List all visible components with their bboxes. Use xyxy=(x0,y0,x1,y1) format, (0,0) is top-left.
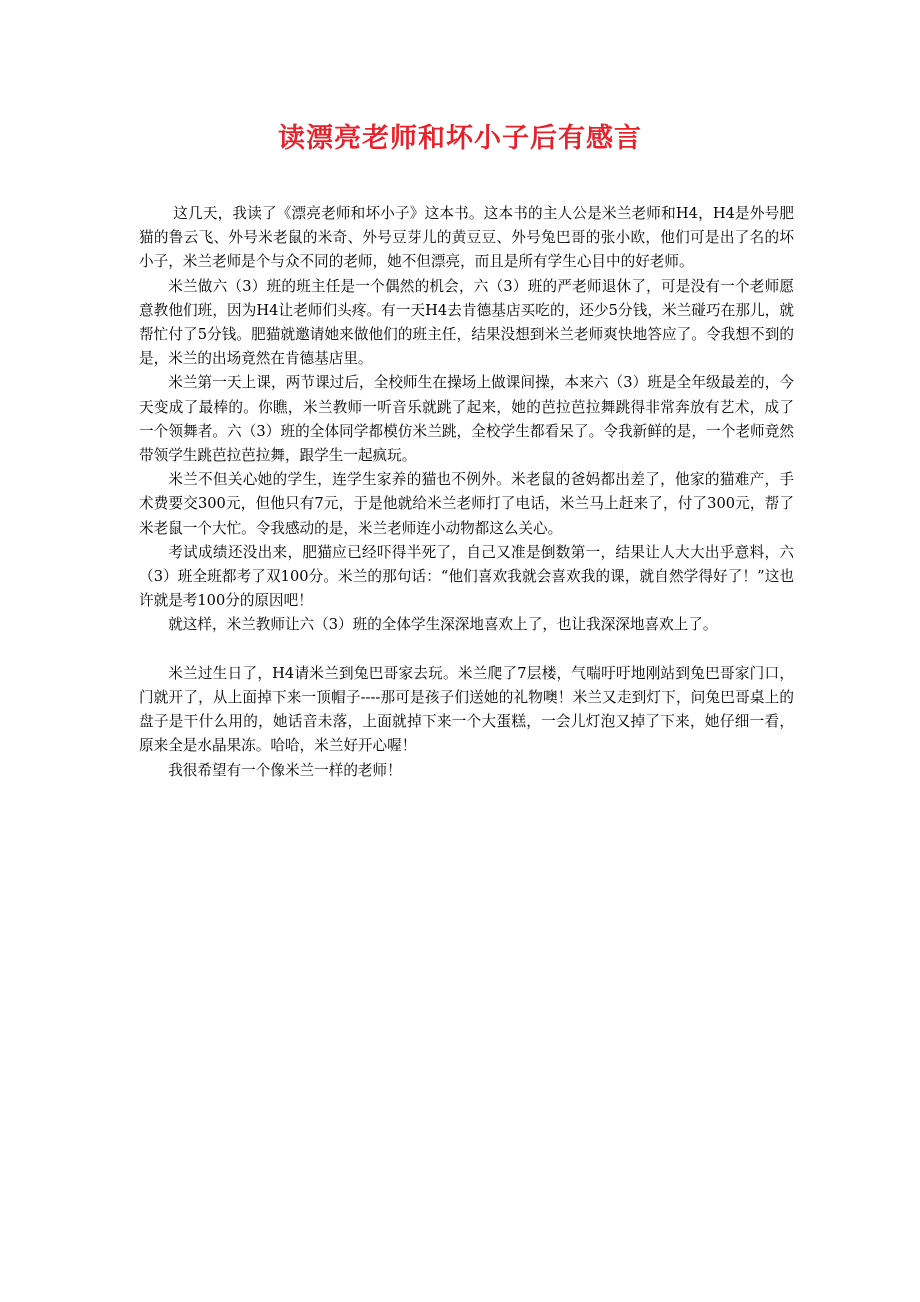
document-body xyxy=(139,202,794,783)
paragraph-exam: 考试成绩还没出来，肥猫应已经吓得半死了，自己又准是倒数第一，结果让人大大出乎意料，六（3）班全班都考了双100分。米兰的那句话：“他们喜欢我就会喜欢我的课，就自然学得好了！”这也许就是考100分的原因吧！ xyxy=(139,543,794,610)
blank-line xyxy=(139,638,794,662)
paragraph-wish: 我很希望有一个像米兰一样的老师！ xyxy=(168,761,402,779)
paragraph-conclusion: 就这样，米兰教师让六（3）班的全体学生深深地喜欢上了，也让我深深地喜欢上了。 xyxy=(168,616,718,634)
paragraph-birthday: 米兰过生日了，H4请米兰到兔巴哥家去玩。米兰爬了7层楼，气喘吁吁地刚站到兔巴哥家门口，门就开了，从上面掉下来一顶帽子----那可是孩子们送她的礼物噢！米兰又走到灯下，问兔巴哥桌上的盘子是干什么用的，她话音未落，上面就掉下来一个大蛋糕，一会儿灯泡又掉了下来，她仔细一看，原来全是水晶果冻。哈哈，米兰好开心喔！ xyxy=(139,664,794,755)
document-title: 读漂亮老师和坏小子后有感言 xyxy=(278,123,642,154)
paragraph-first-day: 米兰第一天上课，两节课过后，全校师生在操场上做课间操，本来六（3）班是全年级最差的，今天变成了最棒的。你瞧，米兰教师一听音乐就跳了起来，她的芭拉芭拉舞跳得非常奔放有艺术，成了一个领舞者。六（3）班的全体同学都模仿米兰跳，全校学生都看呆了。令我新鲜的是，一个老师竟然带领学生跳芭拉芭拉舞，跟学生一起疯玩。 xyxy=(139,374,794,465)
paragraph-cat: 米兰不但关心她的学生，连学生家养的猫也不例外。米老鼠的爸妈都出差了，他家的猫难产，手术费要交300元，但他只有7元，于是他就给米兰老师打了电话，米兰马上赶来了，付了300元，帮了米老鼠一个大忙。令我感动的是，米兰老师连小动物都这么关心。 xyxy=(139,471,794,537)
paragraph-intro: 这几天，我读了《漂亮老师和坏小子》这本书。这本书的主人公是米兰老师和H4，H4是外号肥猫的鲁云飞、外号米老鼠的米奇、外号豆芽儿的黄豆豆、外号兔巴哥的张小欧，他们可是出了名的坏小子，米兰老师是个与众不同的老师，她不但漂亮，而且是所有学生心目中的好老师。 xyxy=(139,205,794,271)
paragraph-becoming-head-teacher: 米兰做六（3）班的班主任是一个偶然的机会，六（3）班的严老师退休了，可是没有一个老师愿意教他们班，因为H4让老师们头疼。有一天H4去肯德基店买吃的，还少5分钱，米兰碰巧在那儿，就帮忙付了5分钱。肥猫就邀请她来做他们的班主任，结果没想到米兰老师爽快地答应了。令我想不到的是，米兰的出场竟然在肯德基店里。 xyxy=(139,277,794,368)
